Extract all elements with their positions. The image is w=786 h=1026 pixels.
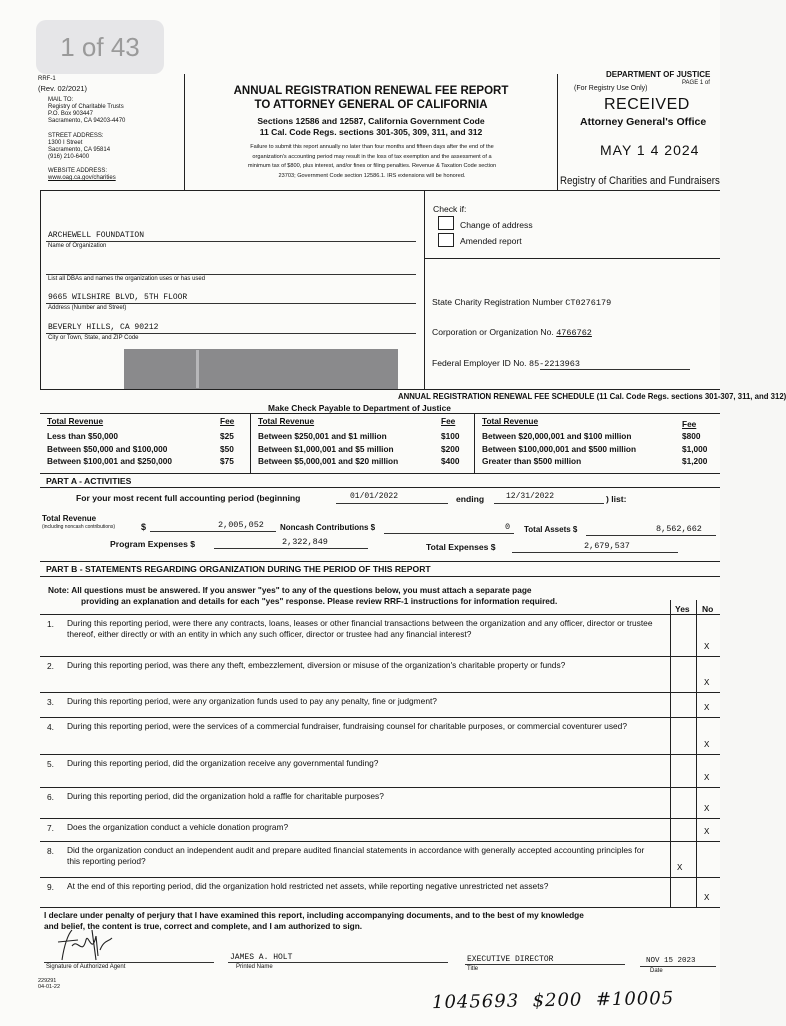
question-text: During this reporting period, were any organization funds used to pay any penalty, fine or judgment? (67, 696, 437, 706)
amended-report-checkbox[interactable] (438, 233, 454, 247)
page-counter-badge: 1 of 43 (36, 20, 164, 74)
date-label: Date (650, 968, 663, 974)
printed-name-label: Printed Name (236, 964, 273, 970)
part-b-title: PART B - STATEMENTS REGARDING ORGANIZATION DURING THE PERIOD OF THIS REPORT (46, 564, 431, 574)
mail-to-block: MAIL TO: Registry of Charitable Trusts P.O. Box 903447 Sacramento, CA 94203-4470 (48, 97, 126, 124)
report-title: ANNUAL REGISTRATION RENEWAL FEE REPORT TO ATTORNEY GENERAL OF CALIFORNIA (233, 85, 509, 111)
question-number: 8. (47, 846, 54, 856)
answer-no-mark: X (704, 773, 710, 783)
fee-amount: $50 (220, 443, 234, 454)
period-begin: 01/01/2022 (350, 492, 399, 501)
organization-city: BEVERLY HILLS, CA 90212 (48, 323, 159, 332)
fee-revenue-range: Between $100,000,001 and $500 million (482, 443, 637, 454)
answer-yes-mark: X (677, 863, 683, 873)
part-a-title: PART A - ACTIVITIES (46, 476, 132, 486)
fee-revenue-range: Between $50,000 and $100,000 (47, 443, 168, 454)
answer-no-mark: X (704, 893, 710, 903)
fee-amount: $75 (220, 456, 234, 466)
address-label: Address (Number and Street) (48, 305, 127, 311)
organization-name-label: Name of Organization (48, 243, 107, 249)
fee-amount: $800 (682, 431, 701, 441)
form-revision: (Rev. 02/2021) (38, 84, 88, 93)
fee-col-fee-header: Fee (220, 416, 235, 426)
total-revenue-value: 2,005,052 (218, 520, 264, 530)
corporation-number-field: Corporation or Organization No. 4766762 (432, 327, 592, 338)
printed-name: JAMES A. HOLT (230, 953, 293, 962)
question-number: 6. (47, 792, 54, 802)
total-revenue-dollar: $ (141, 522, 147, 532)
street-address-block: STREET ADDRESS: 1300 I Street Sacramento, CA 95814 (916) 210-6400 (48, 133, 111, 160)
fee-revenue-range: Greater than $500 million (482, 456, 582, 466)
ag-office-stamp: Attorney General's Office (580, 116, 707, 128)
amended-report-label: Amended report (460, 236, 522, 246)
question-number: 3. (47, 697, 54, 707)
fee-revenue-range: Between $5,000,001 and $20 million (258, 456, 399, 466)
handwritten-note: 1045693 $200 #10005 (431, 987, 675, 1014)
program-expenses-value: 2,322,849 (282, 537, 328, 547)
fee-amount: $25 (220, 431, 234, 441)
check-if-label: Check if: (433, 204, 467, 214)
no-column-header: No (702, 604, 714, 614)
fee-revenue-range: Less than $50,000 (47, 431, 119, 441)
yes-column-header: Yes (675, 604, 690, 614)
signature-label: Signature of Authorized Agent (46, 964, 126, 970)
question-text: During this reporting period, did the organization receive any governmental funding? (67, 758, 379, 768)
question-text: Does the organization conduct a vehicle donation program? (67, 822, 289, 832)
total-expenses-value: 2,679,537 (584, 541, 630, 551)
answer-no-mark: X (704, 678, 710, 688)
fee-revenue-range: Between $1,000,001 and $5 million (258, 443, 394, 454)
period-end: 12/31/2022 (506, 492, 555, 501)
fee-schedule-subtitle: Make Check Payable to Department of Justice (268, 403, 451, 413)
declaration-text: I declare under penalty of perjury that I have examined this report, including accompanying documents, and to the best of my knowledge and belief, the content is true, correct and complete, and I am authorized to sign. (44, 910, 584, 931)
total-expenses-label: Total Expenses $ (426, 542, 496, 552)
fee-col-fee-header: Fee (441, 416, 456, 426)
answer-no-mark: X (704, 703, 710, 713)
fee-col-revenue-header: Total Revenue (482, 416, 539, 426)
city-label: City or Town, State, and ZIP Code (48, 335, 139, 341)
question-text: At the end of this reporting period, did the organization hold restricted net assets, while reporting negative unrestricted net assets? (67, 881, 549, 891)
statute-citations: Sections 12586 and 12587, California Government Code 11 Cal. Code Regs. sections 301-305, 309, 311, and 312 (257, 116, 485, 137)
question-number: 5. (47, 759, 54, 769)
change-of-address-label: Change of address (460, 220, 533, 230)
answer-no-mark: X (704, 740, 710, 750)
signature-date: NOV 15 2023 (646, 957, 696, 965)
signature-graphic (52, 926, 118, 966)
fee-col-revenue-header: Total Revenue (258, 416, 315, 426)
question-number: 1. (47, 619, 54, 629)
question-number: 2. (47, 661, 54, 671)
part-b-note: Note: All questions must be answered. If you answer "yes" to any of the questions below, you must attach a separate page providing an explanation and details for each "yes" response. Please review RRF-1 instructions for information required. (48, 585, 558, 606)
organization-name: ARCHEWELL FOUNDATION (48, 231, 145, 240)
answer-no-mark: X (704, 642, 710, 652)
question-number: 4. (47, 722, 54, 732)
registry-use-label: (For Registry Use Only) (574, 85, 648, 92)
fee-revenue-range: Between $100,001 and $250,000 (47, 456, 172, 466)
website-block: WEBSITE ADDRESS: www.oag.ca.gov/charities (48, 168, 116, 181)
fee-amount: $100 (441, 431, 460, 441)
noncash-label: Noncash Contributions $ (280, 523, 376, 532)
program-expenses-label: Program Expenses $ (110, 539, 196, 549)
ending-label: ending (456, 494, 485, 504)
answer-no-mark: X (704, 804, 710, 814)
noncash-value: 0 (505, 522, 511, 532)
question-text: During this reporting period, was there any theft, embezzlement, diversion or misuse of the organization's charitable property or funds? (67, 660, 566, 670)
form-footer-code: 229291 04-01-22 (38, 978, 61, 990)
department-label: DEPARTMENT OF JUSTICE (606, 70, 711, 79)
form-id: RRF-1 (38, 76, 56, 82)
question-text: During this reporting period, were there any contracts, loans, leases or other financial transactions between the organization and any officer, director or trustee thereof, either directly or with an entity in which any such officer, director or trustee had any financial interest? (67, 618, 653, 639)
title-label: Title (467, 966, 479, 972)
fee-col-fee-header: Fee (682, 419, 697, 429)
page-of-label: PAGE 1 of (682, 80, 710, 86)
charity-registration-field: State Charity Registration Number CT0276179 (432, 297, 612, 308)
registry-stamp: Registry of Charities and Fundraisers (560, 175, 720, 187)
total-assets-label: Total Assets $ (524, 525, 578, 534)
dba-label: List all DBAs and names the organization uses or has used (48, 276, 206, 282)
filing-deadline-notice: Failure to submit this report annually no later than four months and fifteen days after the end of the organization's accounting period may result in the loss of tax exemption and the assessment of a minimum tax of $800, plus interest, and/or fines or filing penalties. Revenue & Taxation Code section 23703; Government Code section 12586.1. IRS extensions will be honored. (247, 144, 497, 179)
answer-no-mark: X (704, 827, 710, 837)
question-text: Did the organization conduct an independent audit and prepare audited financial statements in accordance with generally accepted accounting principles for this reporting period? (67, 845, 645, 866)
fee-amount: $400 (441, 456, 460, 466)
received-stamp: RECEIVED (604, 96, 690, 113)
received-date-stamp: MAY 1 4 2024 (600, 142, 700, 158)
fee-amount: $1,000 (682, 443, 708, 454)
fee-amount: $1,200 (682, 456, 708, 466)
fee-schedule-title: ANNUAL REGISTRATION RENEWAL FEE SCHEDULE (11 Cal. Code Regs. sections 301-307, 311, and 312) (398, 391, 786, 401)
fee-amount: $200 (441, 443, 460, 454)
list-label: ) list: (606, 494, 627, 504)
question-number: 9. (47, 882, 54, 892)
question-number: 7. (47, 823, 54, 833)
fee-revenue-range: Between $250,001 and $1 million (258, 431, 387, 441)
organization-address: 9665 WILSHIRE BLVD, 5TH FLOOR (48, 293, 188, 302)
redacted-area (124, 349, 398, 389)
fee-col-revenue-header: Total Revenue (47, 416, 104, 426)
fee-revenue-range: Between $20,000,001 and $100 million (482, 431, 632, 441)
signer-title: EXECUTIVE DIRECTOR (467, 955, 554, 964)
total-assets-value: 8,562,662 (656, 524, 702, 534)
question-text: During this reporting period, did the organization hold a raffle for charitable purposes? (67, 791, 384, 801)
fein-field: Federal Employer ID No. 85-2213963 (432, 358, 580, 369)
total-revenue-label: Total Revenue (including noncash contributions) (42, 514, 116, 530)
period-label: For your most recent full accounting period (beginning (76, 493, 301, 503)
change-of-address-checkbox[interactable] (438, 216, 454, 230)
question-text: During this reporting period, were the services of a commercial fundraiser, fundraising counsel for charitable purposes, or commercial coventurer used? (67, 721, 627, 731)
